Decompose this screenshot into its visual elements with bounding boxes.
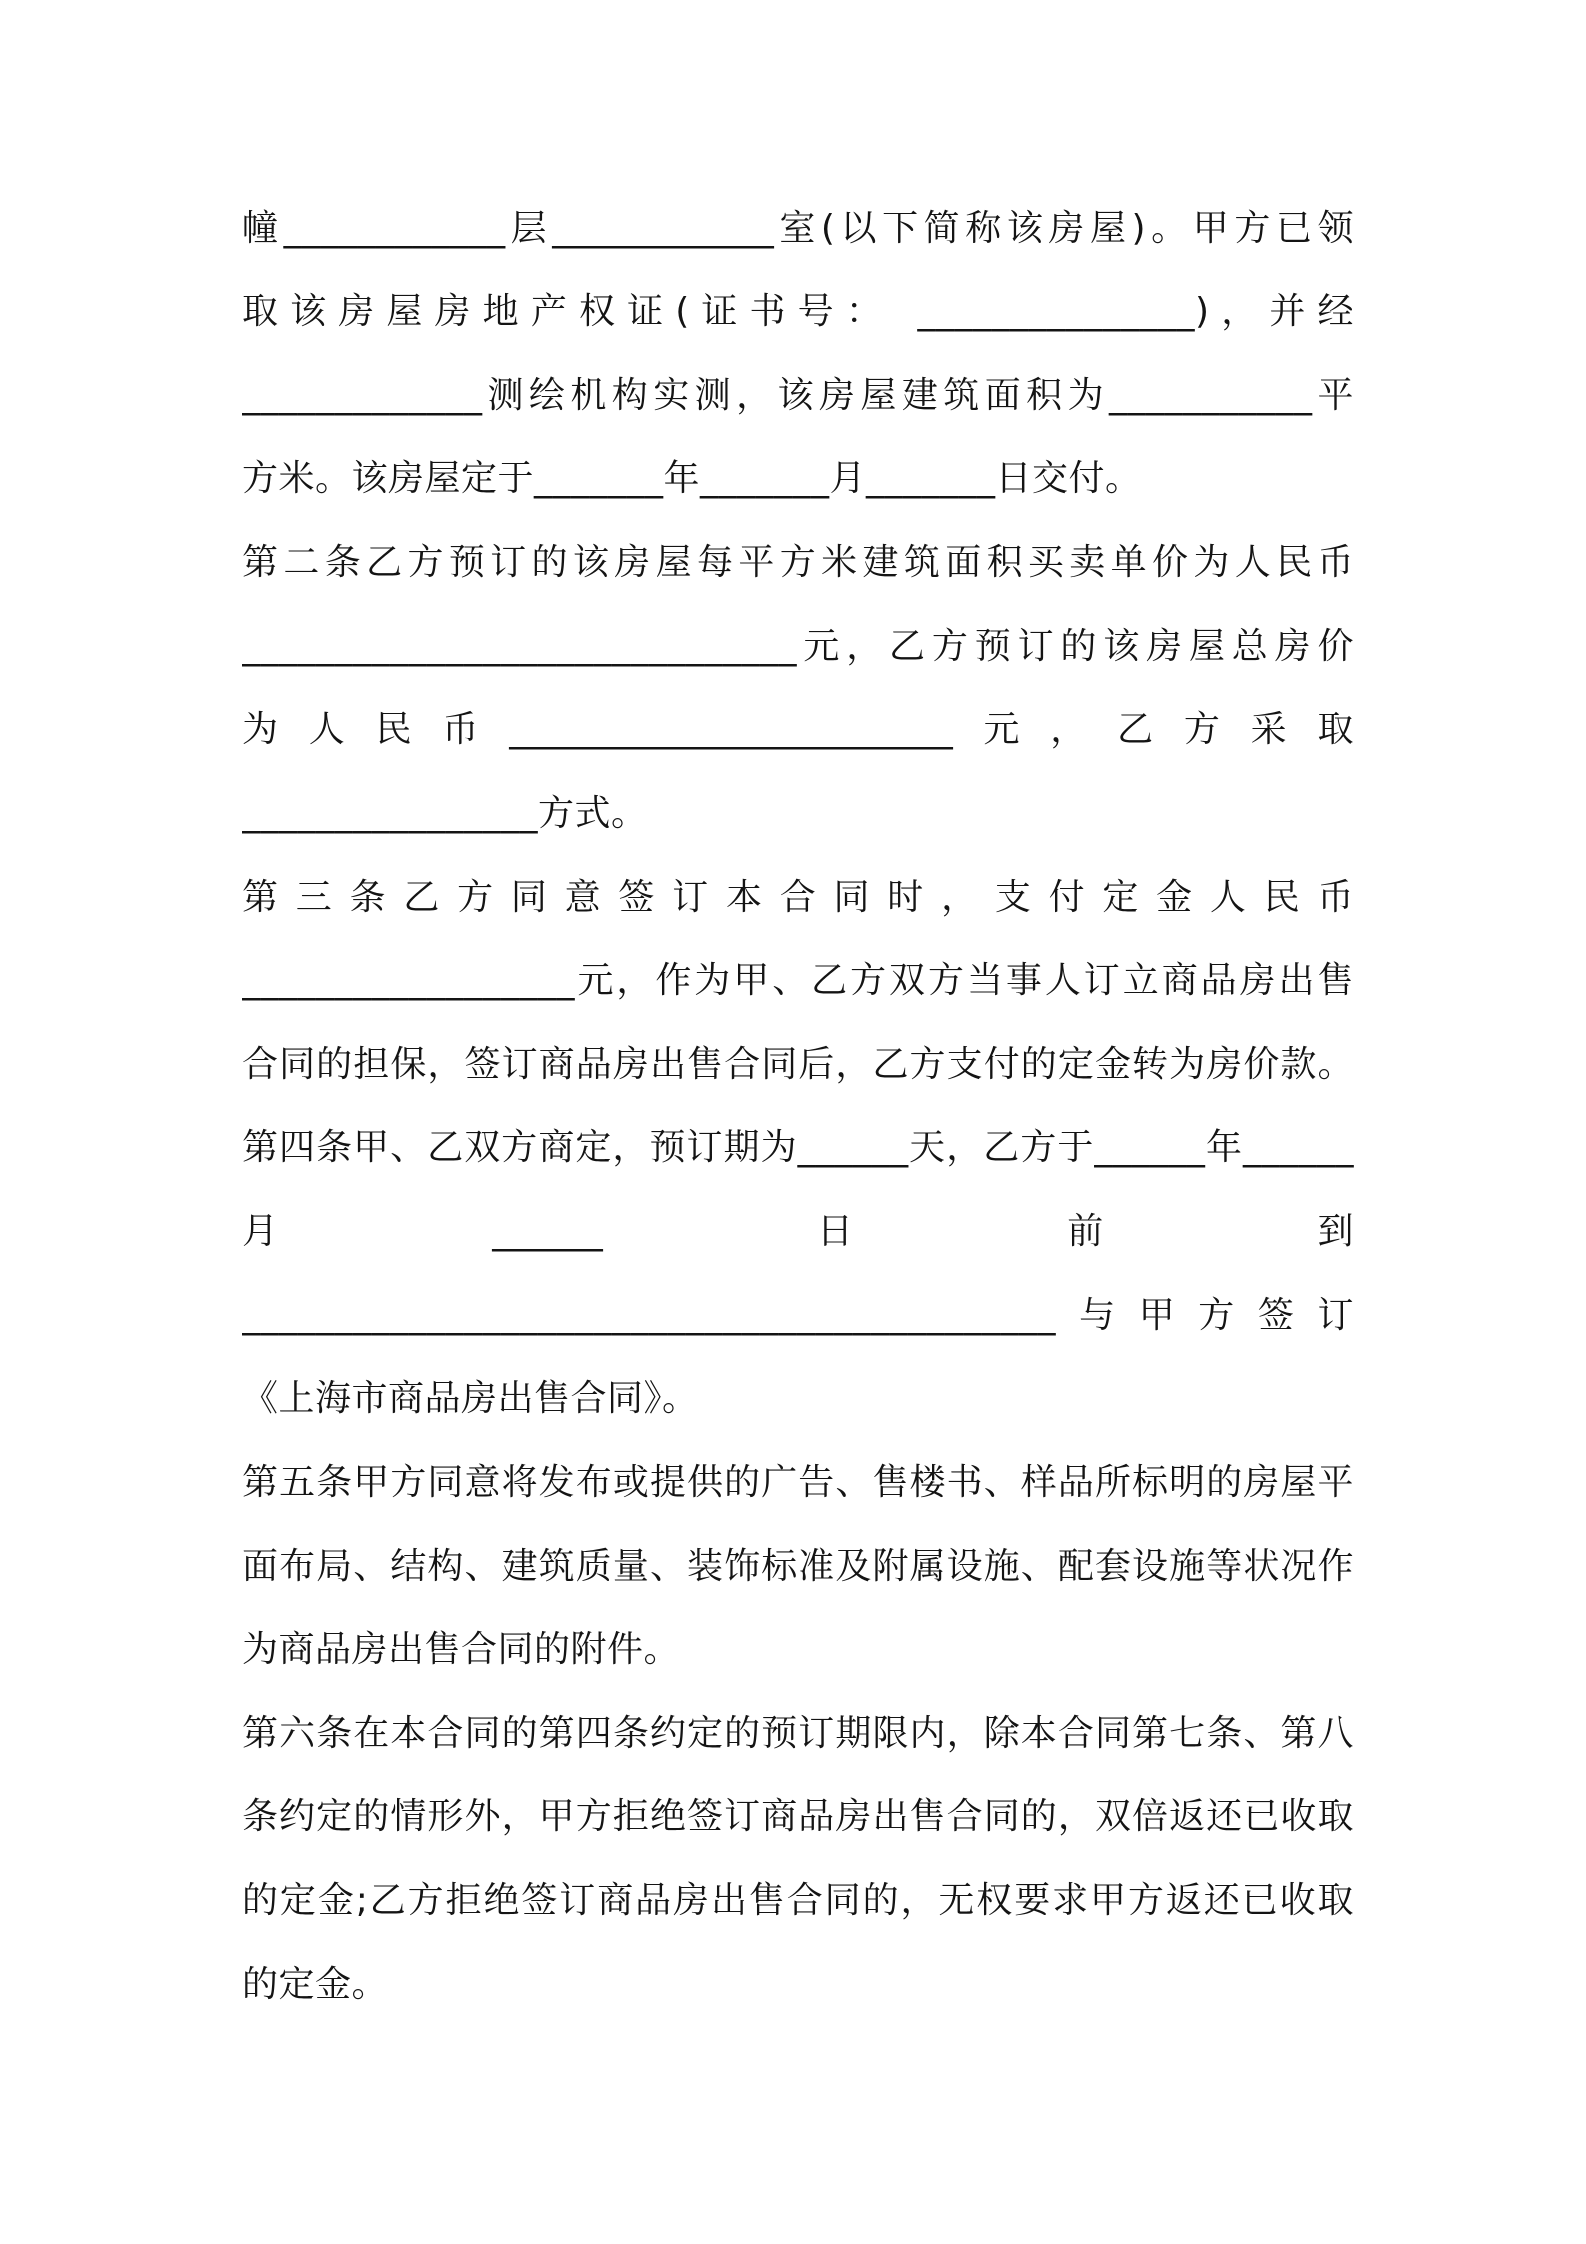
text-line: 月______日前到 — [242, 1211, 1354, 1252]
text-line: 合同的担保，签订商品房出售合同后，乙方支付的定金转为房价款。 — [242, 1044, 1354, 1085]
text-line: 第三条乙方同意签订本合同时，支付定金人民币 — [242, 877, 1354, 918]
text-line: 条约定的情形外，甲方拒绝签订商品房出售合同的，双倍返还已收取 — [242, 1796, 1354, 1837]
text-line: 为商品房出售合同的附件。 — [242, 1629, 681, 1670]
text-line: __________________元，作为甲、乙方双方当事人订立商品房出售 — [242, 960, 1354, 1001]
text-line: 第六条在本合同的第四条约定的预订期限内，除本合同第七条、第八 — [242, 1713, 1354, 1754]
text-line: ____________________________________________与甲方签订 — [242, 1295, 1354, 1336]
text-line: 幢____________层____________室(以下简称该房屋)。甲方已领 — [242, 208, 1354, 249]
text-line: ________________方式。 — [242, 793, 648, 834]
text-line: 第四条甲、乙双方商定，预订期为______天，乙方于______年______ — [242, 1127, 1354, 1168]
text-line: 的定金;乙方拒绝签订商品房出售合同的，无权要求甲方返还已收取 — [242, 1880, 1354, 1921]
text-line: 《上海市商品房出售合同》。 — [242, 1378, 699, 1419]
text-line: 方米。该房屋定于_______年_______月_______日交付。 — [242, 458, 1142, 499]
text-line: 为人民币________________________元，乙方采取 — [242, 709, 1354, 750]
text-line: _____________测绘机构实测，该房屋建筑面积为___________平 — [242, 375, 1354, 416]
text-line: 第五条甲方同意将发布或提供的广告、售楼书、样品所标明的房屋平 — [242, 1462, 1354, 1503]
text-line: ______________________________元，乙方预订的该房屋总房价 — [242, 626, 1354, 667]
text-line: 第二条乙方预订的该房屋每平方米建筑面积买卖单价为人民币 — [242, 542, 1354, 583]
text-line: 的定金。 — [242, 1964, 389, 2005]
text-line: 取该房屋房地产权证(证书号： _______________)，并经 — [242, 291, 1354, 332]
text-line: 面布局、结构、建筑质量、装饰标准及附属设施、配套设施等状况作 — [242, 1546, 1354, 1587]
